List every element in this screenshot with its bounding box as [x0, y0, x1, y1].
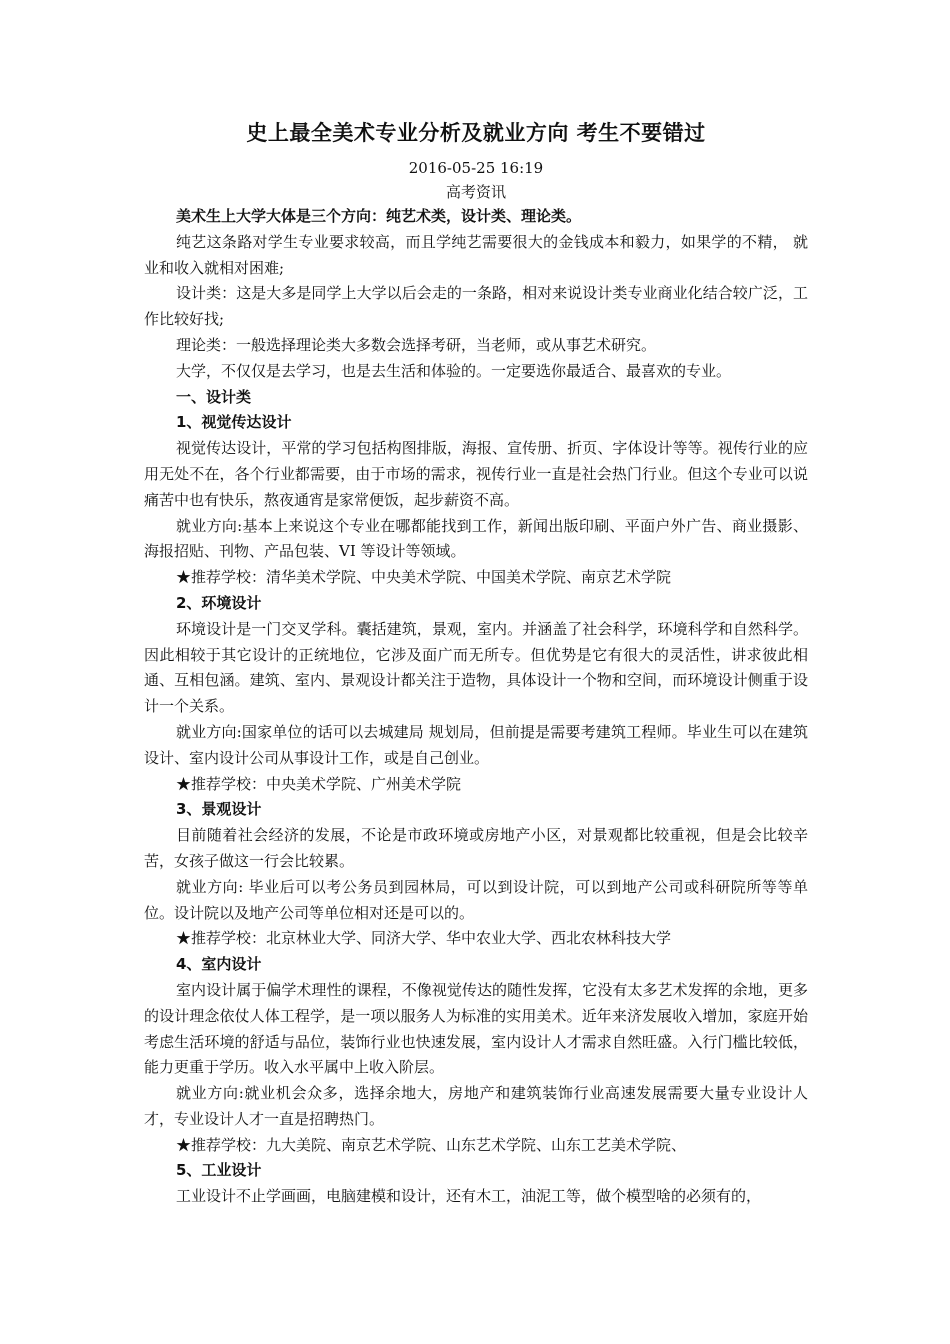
intro-heading: 美术生上大学大体是三个方向：纯艺术类，设计类、理论类。	[176, 207, 582, 225]
recommended-schools: ★推荐学校：九大美院、南京艺术学院、山东艺术学院、山东工艺美术学院、	[176, 1135, 687, 1154]
subsection-heading: 2、环境设计	[176, 593, 262, 612]
paragraph: 环境设计是一门交叉学科。囊括建筑，景观，室内。并涵盖了社会科学，环境科学和自然科学。因此相较于其它设计的正统地位，它涉及面广而无所专。但优势是它有很大的灵活性，讲求彼此相通、互相包涵。建筑、室内、景观设计都关注于造物，具体设计一个物和空间，而环境设计侧重于设计一个关系。	[144, 619, 808, 716]
subsection-heading: 4、室内设计	[176, 955, 262, 974]
section-heading: 一、设计类	[176, 387, 252, 406]
subsection-heading: 3、景观设计	[176, 800, 262, 819]
intro-paragraph: 理论类：一般选择理论类大多数会选择考研，当老师，或从事艺术研究。	[176, 335, 657, 354]
intro-paragraph: 纯艺这条路对学生专业要求较高，而且学纯艺需要很大的金钱成本和毅力，如果学的不精， 就业和收入就相对困难;	[144, 232, 808, 277]
recommended-schools: ★推荐学校：北京林业大学、同济大学、华中农业大学、西北农林科技大学	[176, 929, 672, 948]
intro-paragraph: 大学，不仅仅是去学习，也是去生活和体验的。一定要选你最适合、最喜欢的专业。	[176, 361, 732, 380]
paragraph: 就业方向:基本上来说这个专业在哪都能找到工作，新闻出版印刷、平面户外广告、商业摄影、海报招贴、刊物、产品包装、VI 等设计等领域。	[144, 516, 808, 561]
paragraph: 视觉传达设计，平常的学习包括构图排版，海报、宣传册、折页、字体设计等等。视传行业的应用无处不在，各个行业都需要，由于市场的需求，视传行业一直是社会热门行业。但这个专业可以说痛苦中也有快乐，熬夜通宵是家常便饭，起步薪资不高。	[144, 439, 808, 509]
recommended-schools: ★推荐学校：中央美术学院、广州美术学院	[176, 774, 462, 793]
recommended-schools: ★推荐学校：清华美术学院、中央美术学院、中国美术学院、南京艺术学院	[176, 568, 672, 587]
paragraph: 就业方向:国家单位的话可以去城建局 规划局，但前提是需要考建筑工程师。毕业生可以在建筑设计、室内设计公司从事设计工作，或是自己创业。	[144, 722, 808, 767]
intro-paragraph: 设计类：这是大多是同学上大学以后会走的一条路，相对来说设计类专业商业化结合较广泛，工作比较好找;	[144, 284, 808, 329]
subsection-heading: 1、视觉传达设计	[176, 413, 292, 432]
paragraph: 室内设计属于偏学术理性的课程，不像视觉传达的随性发挥，它没有太多艺术发挥的余地，更多的设计理念依仗人体工程学，是一项以服务人为标准的实用美术。近年来济发展收入增加，家庭开始考虑生活环境的舒适与品位，装饰行业也快速发展，室内设计人才需求自然旺盛。入行门槛比较低，能力更重于学历。收入水平属中上收入阶层。	[144, 980, 808, 1077]
paragraph: 目前随着社会经济的发展，不论是市政环境或房地产小区，对景观都比较重视，但是会比较辛苦，女孩子做这一行会比较累。	[144, 826, 808, 870]
paragraph: 就业方向: 毕业后可以考公务员到园林局，可以到设计院，可以到地产公司或科研院所等等单位。设计院以及地产公司等单位相对还是可以的。	[144, 877, 808, 922]
subsection-heading: 5、工业设计	[176, 1161, 262, 1180]
article-title: 史上最全美术专业分析及就业方向 考生不要错过	[246, 121, 706, 145]
document-page	[144, 118, 808, 1210]
article-datetime: 2016-05-25 16:19	[408, 159, 544, 177]
article-source: 高考资讯	[445, 183, 506, 201]
paragraph: 就业方向:就业机会众多，选择余地大，房地产和建筑装饰行业高速发展需要大量专业设计人才，专业设计人才一直是招聘热门。	[144, 1084, 808, 1128]
paragraph: 工业设计不止学画画，电脑建模和设计，还有木工，油泥工等，做个模型啥的必须有的，	[176, 1187, 762, 1206]
